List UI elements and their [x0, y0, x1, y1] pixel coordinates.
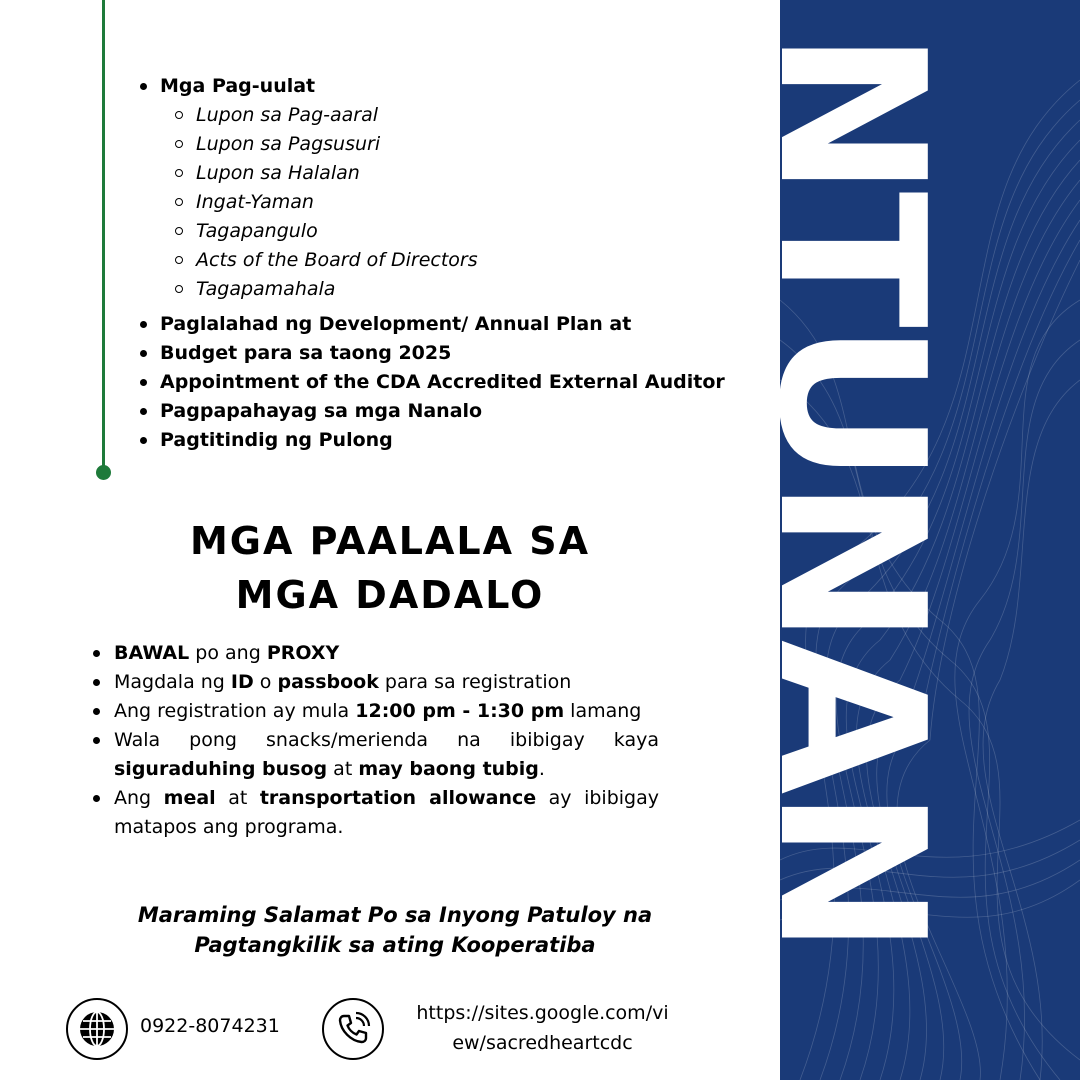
reminder-bold: 12:00 pm - 1:30 pm — [355, 700, 565, 722]
reminder-item — [114, 784, 659, 842]
agenda-sub-item: Tagapangulo — [196, 217, 760, 246]
reminders-title — [80, 514, 700, 622]
reminder-text: Ang registration ay mula — [114, 700, 356, 722]
reminder-item — [114, 697, 659, 726]
reminder-bold: transportation allowance — [259, 787, 537, 809]
agenda-item: Appointment of the CDA Accredited External Auditor — [160, 368, 760, 397]
reminder-item — [114, 668, 659, 697]
reminder-item — [114, 726, 659, 784]
thank-you-line: Maraming Salamat Po sa Inyong Patuloy na — [137, 903, 653, 927]
reminder-text: para sa registration — [378, 671, 572, 693]
agenda-sub-item: Tagapamahala — [196, 275, 760, 304]
agenda-sub-item: Ingat-Yaman — [196, 188, 760, 217]
reminder-text: ay ibibigay matapos ang programa. — [114, 787, 659, 838]
phone-icon — [322, 998, 384, 1060]
agenda-sub-item: Lupon sa Pagsusuri — [196, 130, 760, 159]
agenda-sub-list — [196, 101, 760, 304]
thank-you-line: Pagtangkilik sa ating Kooperatiba — [194, 933, 596, 957]
agenda-item: Mga Pag-uulat — [160, 72, 760, 101]
agenda-sub-item: Acts of the Board of Directors — [196, 246, 760, 275]
agenda-item: Paglalahad ng Development/ Annual Plan at — [160, 310, 760, 339]
reminder-bold: BAWAL — [114, 642, 190, 664]
agenda-item: Pagtitindig ng Pulong — [160, 426, 760, 455]
reminder-bold: ID — [230, 671, 254, 693]
reminder-item — [114, 639, 659, 668]
website-line: ew/sacredheartcdc — [452, 1032, 633, 1054]
website-link[interactable] — [395, 998, 690, 1058]
reminder-text: Magdala ng — [114, 671, 231, 693]
reminder-bold: passbook — [277, 671, 379, 693]
reminder-text: po ang — [189, 642, 267, 664]
timeline-dot — [96, 465, 111, 480]
reminder-text: . — [538, 758, 545, 780]
website-line: https://sites.google.com/vi — [416, 1002, 669, 1024]
agenda-item: Pagpapahayag sa mga Nanalo — [160, 397, 760, 426]
reminders-title-line: MGA PAALALA SA — [189, 519, 591, 563]
reminder-bold: PROXY — [266, 642, 340, 664]
reminder-text: lamang — [564, 700, 642, 722]
reminder-text: at — [215, 787, 260, 809]
reminder-text: o — [253, 671, 278, 693]
reminder-text: Ang — [114, 787, 164, 809]
timeline-line — [102, 0, 105, 470]
vertical-title-text: NTUNAN — [734, 30, 967, 950]
reminder-text: at — [327, 758, 359, 780]
agenda-sub-item: Lupon sa Pag-aaral — [196, 101, 760, 130]
reminder-bold: meal — [163, 787, 216, 809]
phone-number[interactable]: 0922-8074231 — [140, 1015, 280, 1037]
agenda-sub-item: Lupon sa Halalan — [196, 159, 760, 188]
agenda-item: Budget para sa taong 2025 — [160, 339, 760, 368]
reminders-title-line: MGA DADALO — [235, 573, 545, 617]
agenda-list — [160, 72, 760, 455]
reminder-text: Wala pong snacks/merienda na ibibigay kaya — [114, 729, 659, 751]
reminder-bold: siguraduhing busog — [114, 758, 328, 780]
globe-icon — [66, 998, 128, 1060]
reminders-list — [114, 639, 659, 842]
thank-you-message — [100, 900, 690, 960]
vertical-title — [734, 0, 967, 1080]
reminder-bold: may baong tubig — [358, 758, 539, 780]
